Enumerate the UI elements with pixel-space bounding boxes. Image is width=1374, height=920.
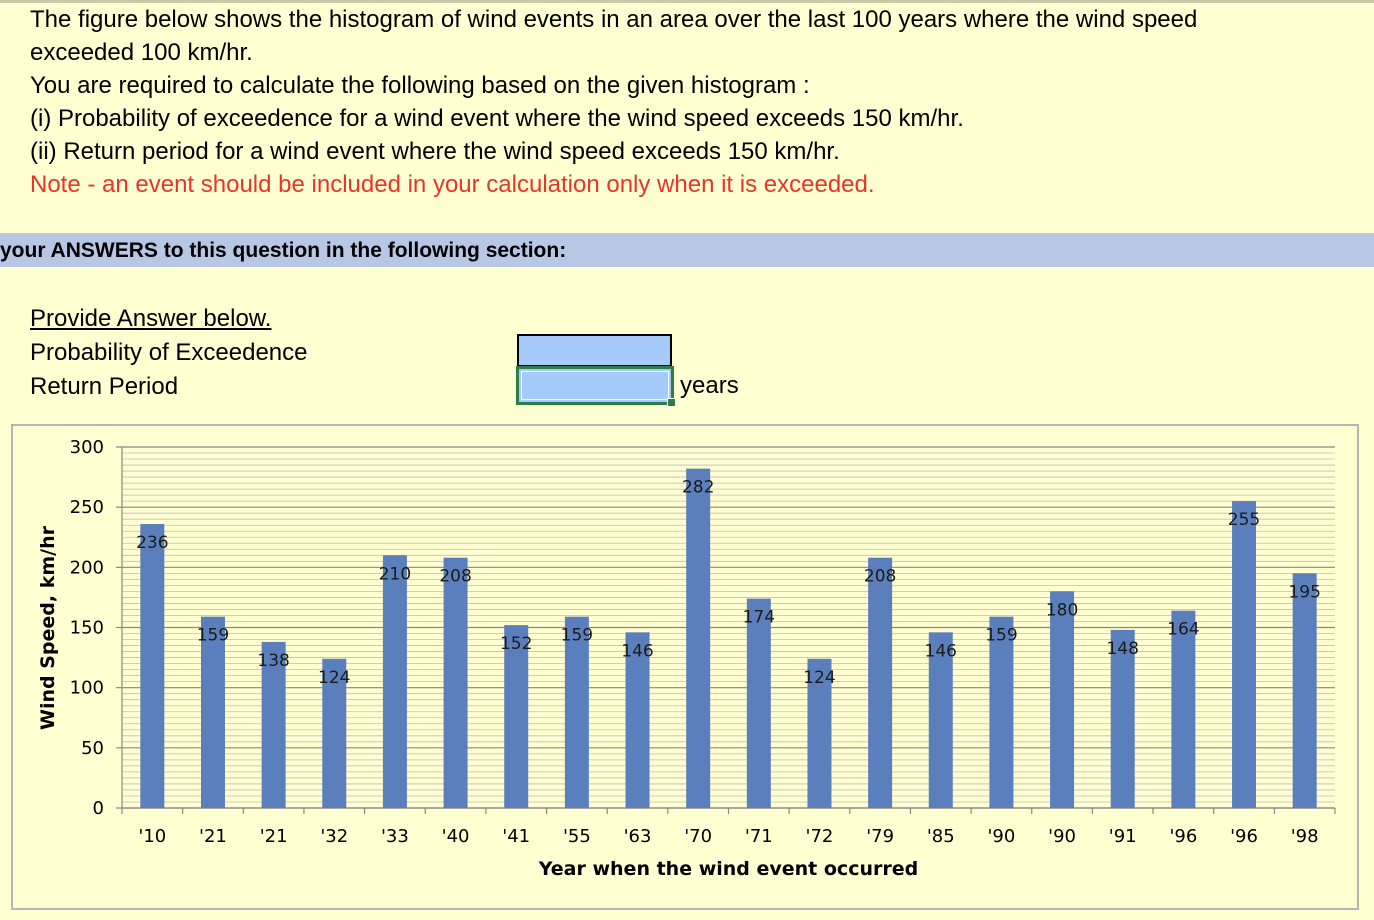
data-label: 208 — [439, 566, 472, 587]
return-period-label: Return Period — [30, 373, 179, 400]
x-tick-label: '98 — [1290, 826, 1319, 847]
data-label: 124 — [803, 667, 836, 688]
x-tick-label: '79 — [866, 826, 895, 847]
x-tick-label: '90 — [1048, 826, 1077, 847]
x-tick-label: '96 — [1230, 826, 1258, 847]
x-tick-label: '40 — [441, 826, 470, 847]
x-tick-label: '72 — [805, 826, 834, 847]
data-label: 159 — [560, 625, 594, 646]
x-tick-label: '33 — [380, 826, 409, 847]
x-axis-title: Year when the wind event occurred — [538, 858, 919, 880]
x-tick-label: '21 — [199, 826, 227, 847]
bar — [1050, 591, 1074, 808]
answer-heading: Provide Answer below. — [30, 305, 272, 332]
x-tick-label: '41 — [502, 826, 531, 847]
bar — [383, 555, 407, 808]
y-tick-label: 50 — [81, 737, 104, 759]
question-line-4: (i) Probability of exceedence for a wind event where the wind speed exceeds 150 km/hr. — [30, 105, 964, 132]
y-tick-label: 300 — [69, 437, 104, 458]
x-tick-label: '32 — [320, 826, 349, 847]
data-label: 174 — [742, 607, 776, 628]
data-label: 164 — [1167, 619, 1200, 640]
data-label: 124 — [318, 667, 351, 688]
data-label: 180 — [1045, 600, 1079, 621]
bar — [868, 558, 892, 808]
question-line-2: exceeded 100 km/hr. — [30, 39, 253, 66]
y-tick-label: 150 — [69, 617, 104, 639]
y-tick-label: 250 — [69, 497, 104, 519]
question-note: Note - an event should be included in your calculation only when it is exceeded. — [30, 171, 875, 198]
question-line-1: The figure below shows the histogram of wind events in an area over the last 100 years where the wind speed — [30, 6, 1198, 33]
x-tick-label: '55 — [562, 826, 591, 847]
x-tick-label: '91 — [1108, 826, 1137, 847]
y-tick-label: 0 — [92, 798, 104, 819]
data-label: 146 — [924, 641, 958, 662]
y-tick-label: 200 — [69, 557, 104, 579]
x-tick-label: '21 — [259, 826, 288, 847]
return-period-unit: years — [680, 372, 739, 399]
data-label: 236 — [136, 533, 169, 554]
bar — [444, 558, 468, 808]
x-tick-label: '10 — [138, 826, 167, 847]
bar — [1293, 573, 1317, 808]
data-label: 159 — [196, 625, 230, 646]
bar — [1171, 611, 1195, 808]
data-label: 255 — [1227, 510, 1261, 531]
question-line-3: You are required to calculate the following based on the given histogram : — [30, 72, 810, 99]
data-label: 210 — [378, 564, 412, 585]
x-tick-label: '71 — [744, 826, 773, 847]
x-tick-label: '90 — [987, 826, 1016, 847]
bar — [686, 469, 710, 808]
x-tick-label: '96 — [1169, 826, 1198, 847]
answers-band-text: your ANSWERS to this question in the following section: — [0, 239, 567, 262]
question-line-5: (ii) Return period for a wind event where the wind speed exceeds 150 km/hr. — [30, 138, 840, 165]
data-label: 148 — [1106, 638, 1139, 659]
bar — [1232, 501, 1256, 808]
x-tick-label: '85 — [926, 826, 955, 847]
y-axis-title: Wind Speed, km/hr — [37, 526, 59, 730]
data-label: 208 — [863, 566, 897, 587]
probability-label: Probability of Exceedence — [30, 339, 308, 366]
bar — [747, 599, 771, 808]
data-label: 159 — [985, 625, 1018, 646]
data-label: 146 — [621, 641, 654, 662]
x-tick-label: '63 — [623, 826, 652, 847]
bar — [140, 524, 164, 808]
data-label: 138 — [257, 650, 290, 671]
data-label: 152 — [499, 634, 533, 655]
y-tick-label: 100 — [69, 677, 104, 699]
data-label: 195 — [1288, 582, 1321, 603]
x-tick-label: '70 — [684, 826, 713, 847]
data-label: 282 — [681, 477, 715, 498]
